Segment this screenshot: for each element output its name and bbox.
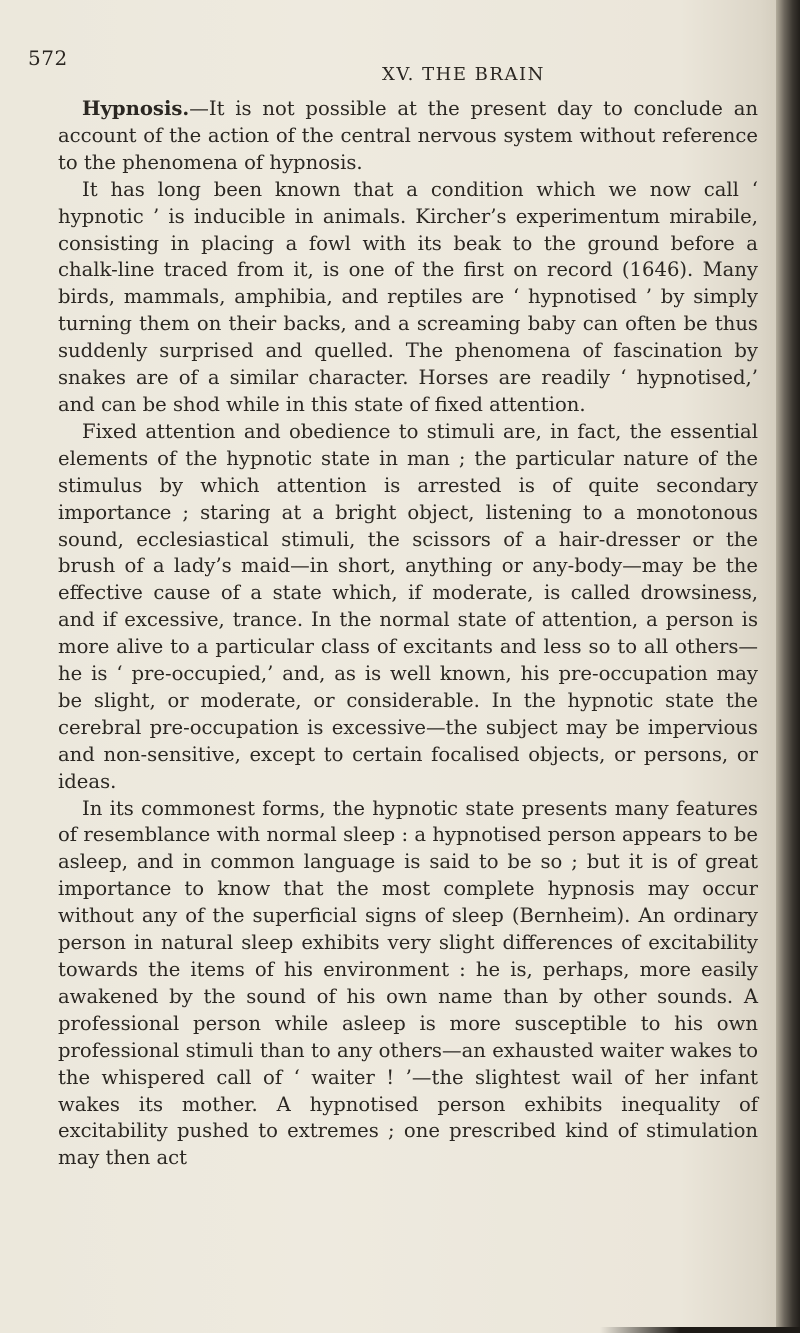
page-number: 572 xyxy=(28,46,68,70)
paragraph-3 xyxy=(58,419,758,796)
paragraph-1 xyxy=(58,96,758,177)
paragraph-2-text: It has long been known that a condition which we now call ‘ hypnotic ’ is inducible in animals. Kircher’s experimentum mirabile, consisting in placing a fowl with its beak to the ground before a chalk-line traced from it, is one of the first on record (1646). Many birds, mammals, amphibia, and reptiles are ‘ hypnotised ’ by simply turning them on their backs, and a screaming baby can often be thus suddenly surprised and quelled. The phenomena of fascination by snakes are of a similar character. Horses are readily ‘ hypnotised,’ and can be shod while in this state of fixed attention. xyxy=(58,177,758,416)
sidehead-hypnosis: Hypnosis. xyxy=(82,97,190,120)
paragraph-1-text: —It is not possible at the present day to conclude an account of the action of the central nervous system without reference to the phenomena of hypnosis. xyxy=(58,97,758,174)
page-edge-shadow xyxy=(776,0,800,1333)
paragraph-3-text: Fixed attention and obedience to stimuli are, in fact, the essential elements of the hypnotic state in man ; the particular nature of the stimulus by which attention is arrested is of quite secondary importance ; staring at a bright object, listening to a monotonous sound, ecclesiastical stimuli, the scissors of a hair-dresser or the brush of a lady’s maid—in short, anything or any-body—may be the effective cause of a state which, if moderate, is called drowsiness, and if excessive, trance. In the normal state of attention, a person is more alive to a particular class of excitants and less so to all others—he is ‘ pre-occupied,’ and, as is well known, his pre-occupation may be slight, or moderate, or considerable. In the hypnotic state the cerebral pre-occupation is excessive—the subject may be impervious and non-sensitive, except to certain focalised objects, or persons, or ideas. xyxy=(58,419,758,793)
paragraph-4-text: In its commonest forms, the hypnotic state presents many features of resemblance with normal sleep : a hypnotised person appears to be asleep, and in common language is said to be so ; but it is of great importance to know that the most complete hypnosis may occur without any of the superficial signs of sleep (Bernheim). An ordinary person in natural sleep exhibits very slight differences of excitability towards the items of his environment : he is, perhaps, more easily awakened by the sound of his own name than by other sounds. A professional person while asleep is more susceptible to his own professional stimuli than to any others—an exhausted waiter wakes to the whispered call of ‘ waiter ! ’—the slightest wail of her infant wakes its mother. A hypnotised person exhibits inequality of excitability pushed to extremes ; one prescribed kind of stimulation may then act xyxy=(58,796,758,1170)
running-head: XV. THE BRAIN xyxy=(382,64,545,85)
body-text xyxy=(58,96,758,1172)
paragraph-2 xyxy=(58,177,758,419)
paragraph-4 xyxy=(58,796,758,1173)
page-bottom-shadow xyxy=(600,1327,800,1333)
